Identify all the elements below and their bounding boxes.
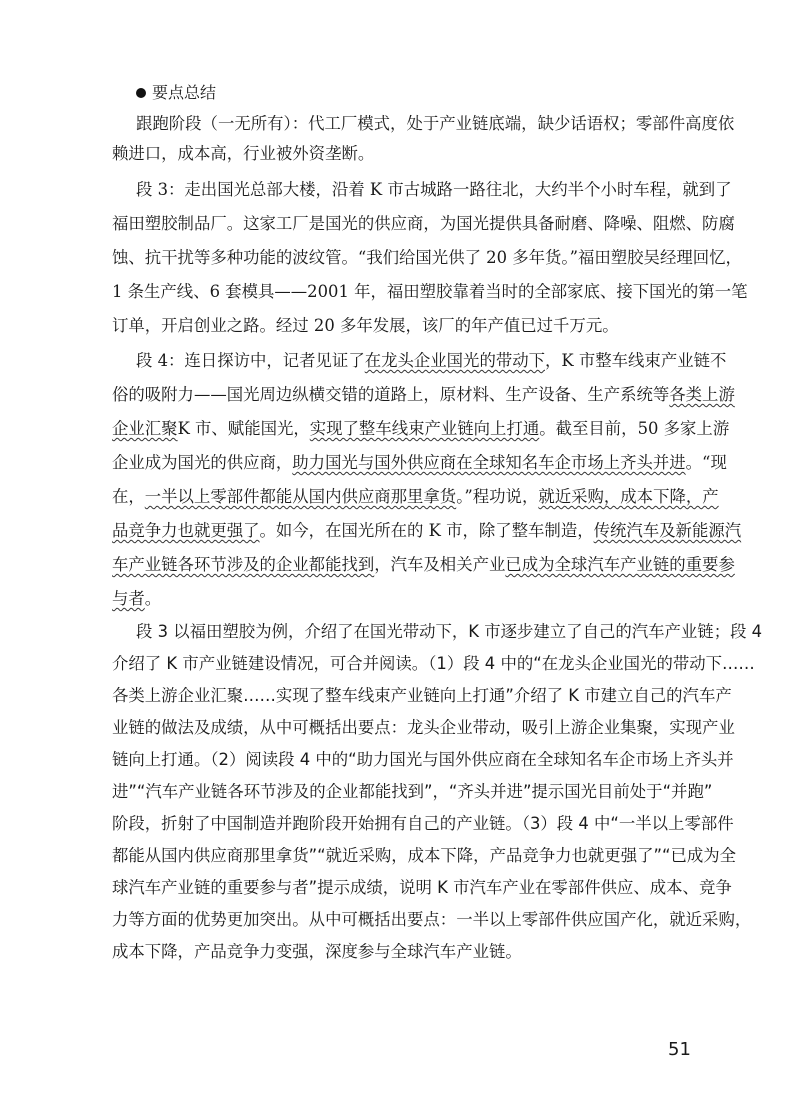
analysis-line: 都能从国内供应商那里拿货”“就近采购，成本下降，产品竞争力也就更强了”“已成为全 [112,846,737,865]
paragraph-3-line: 段 3：走出国光总部大楼，沿着 K 市古城路一路往北，大约半个小时车程，就到了 [136,180,732,199]
underlined-phrase: 就近采购，成本下降，产 [538,487,719,506]
analysis-line: 力等方面的优势更加突出。从中可概括出要点：一半以上零部件供应国产化，就近采购， [112,910,752,929]
analysis-line: 球汽车产业链的重要参与者”提示成绩，说明 K 市汽车产业在零部件供应、成本、竞争 [112,878,732,897]
analysis-line: 各类上游企业汇聚……实现了整车线束产业链向上打通”介绍了 K 市建立自己的汽车产 [112,686,732,705]
summary-line: 赖进口，成本高，行业被外资垄断。 [112,144,375,163]
text-run: K 市、赋能国光， [177,419,310,438]
underlined-phrase: 助力国光与国外供应商在全球知名车企市场上齐头并进 [292,453,686,472]
paragraph-4-line [112,385,735,405]
paragraph-4-line [112,419,729,439]
summary-line: 跟跑阶段（一无所有）：代工厂模式，处于产业链底端，缺少话语权；零部件高度依 [136,114,735,133]
analysis-line: 成本下降，产品竞争力变强，深度参与全球汽车产业链。 [112,942,522,961]
underlined-phrase: 实现了整车线束产业链向上打通 [309,419,540,438]
underlined-phrase: 车产业链各环节涉及的企业都能找到 [112,555,375,574]
analysis-line: 业链的做法及成绩，从中可概括出要点：龙头企业带动，吸引上游企业集聚，实现产业 [112,718,735,737]
text-run: 俗的吸附力——国光周边纵横交错的道路上，原材料、生产设备、生产系统等 [112,385,670,404]
underlined-phrase: 各类上游 [669,385,735,404]
text-run: 企业成为国光的供应商， [112,453,293,472]
section-heading [136,82,216,104]
paragraph-4-line [136,351,726,371]
text-run: ，K 市整车线束产业链不 [545,351,727,370]
underlined-phrase: 与者 [112,589,145,608]
underlined-phrase: 一半以上零部件都能从国内供应商那里拿货 [144,487,457,506]
paragraph-3-line: 订单，开启创业之路。经过 20 多年发展，该厂的年产值已过千万元。 [112,316,619,335]
analysis-line: 进”“汽车产业链各环节涉及的企业都能找到”，“齐头并进”提示国光目前处于“并跑” [112,782,713,801]
page-number: 51 [668,1039,691,1060]
paragraph-4-line [112,589,161,609]
paragraph-4-line [112,453,727,473]
summary-paragraph [112,114,735,174]
underlined-phrase: 企业汇聚 [112,419,178,438]
analysis-line: 阶段，折射了中国制造并跑阶段开始拥有自己的产业链。（3）段 4 中“一半以上零部件 [112,814,734,833]
paragraph-3-line: 1 条生产线、6 套模具——2001 年，福田塑胶靠着当时的全部家底、接下国光的第一笔 [112,282,748,301]
text-run: 在， [112,487,145,506]
paragraph-4-line [112,555,735,575]
bullet-icon [136,88,146,98]
text-run: 段 4：连日探访中，记者见证了 [136,351,365,370]
text-run: 。”程功说， [456,487,539,506]
section-heading-text: 要点总结 [152,83,217,102]
paragraph-4-line [112,487,719,507]
text-run: ，汽车及相关产业 [374,555,506,574]
underlined-phrase: 传统汽车及新能源汽 [593,521,742,540]
paragraph-3 [112,180,748,350]
underlined-phrase: 品竞争力也就更强了 [112,521,260,540]
underlined-phrase: 已成为全球汽车产业链的重要参 [505,555,735,574]
text-run: 。如今，在国光所在的 K 市，除了整车制造， [259,521,594,540]
text-run: 。 [144,589,162,608]
analysis-line: 段 3 以福田塑胶为例，介绍了在国光带动下，K 市逐步建立了自己的汽车产业链；段 4 [136,622,763,641]
paragraph-4 [112,351,742,621]
paragraph-4-line [112,521,741,541]
analysis-paragraph [112,622,763,972]
analysis-line: 链向上打通。（2）阅读段 4 中的“助力国光与国外供应商在全球知名车企市场上齐头并 [112,750,734,769]
underlined-phrase: 在龙头企业国光的带动下 [364,351,546,370]
paragraph-3-line: 蚀、抗干扰等多种功能的波纹管。“我们给国光供了 20 多年货。”福田塑胶吴经理回忆， [112,248,742,267]
text-run: 。截至目前，50 多家上游 [539,419,730,438]
paragraph-3-line: 福田塑胶制品厂。这家工厂是国光的供应商，为国光提供具备耐磨、降噪、阻燃、防腐 [112,214,735,233]
analysis-line: 介绍了 K 市产业链建设情况，可合并阅读。（1）段 4 中的“在龙头企业国光的带动下…… [112,654,755,673]
text-run: 。“现 [685,453,727,472]
